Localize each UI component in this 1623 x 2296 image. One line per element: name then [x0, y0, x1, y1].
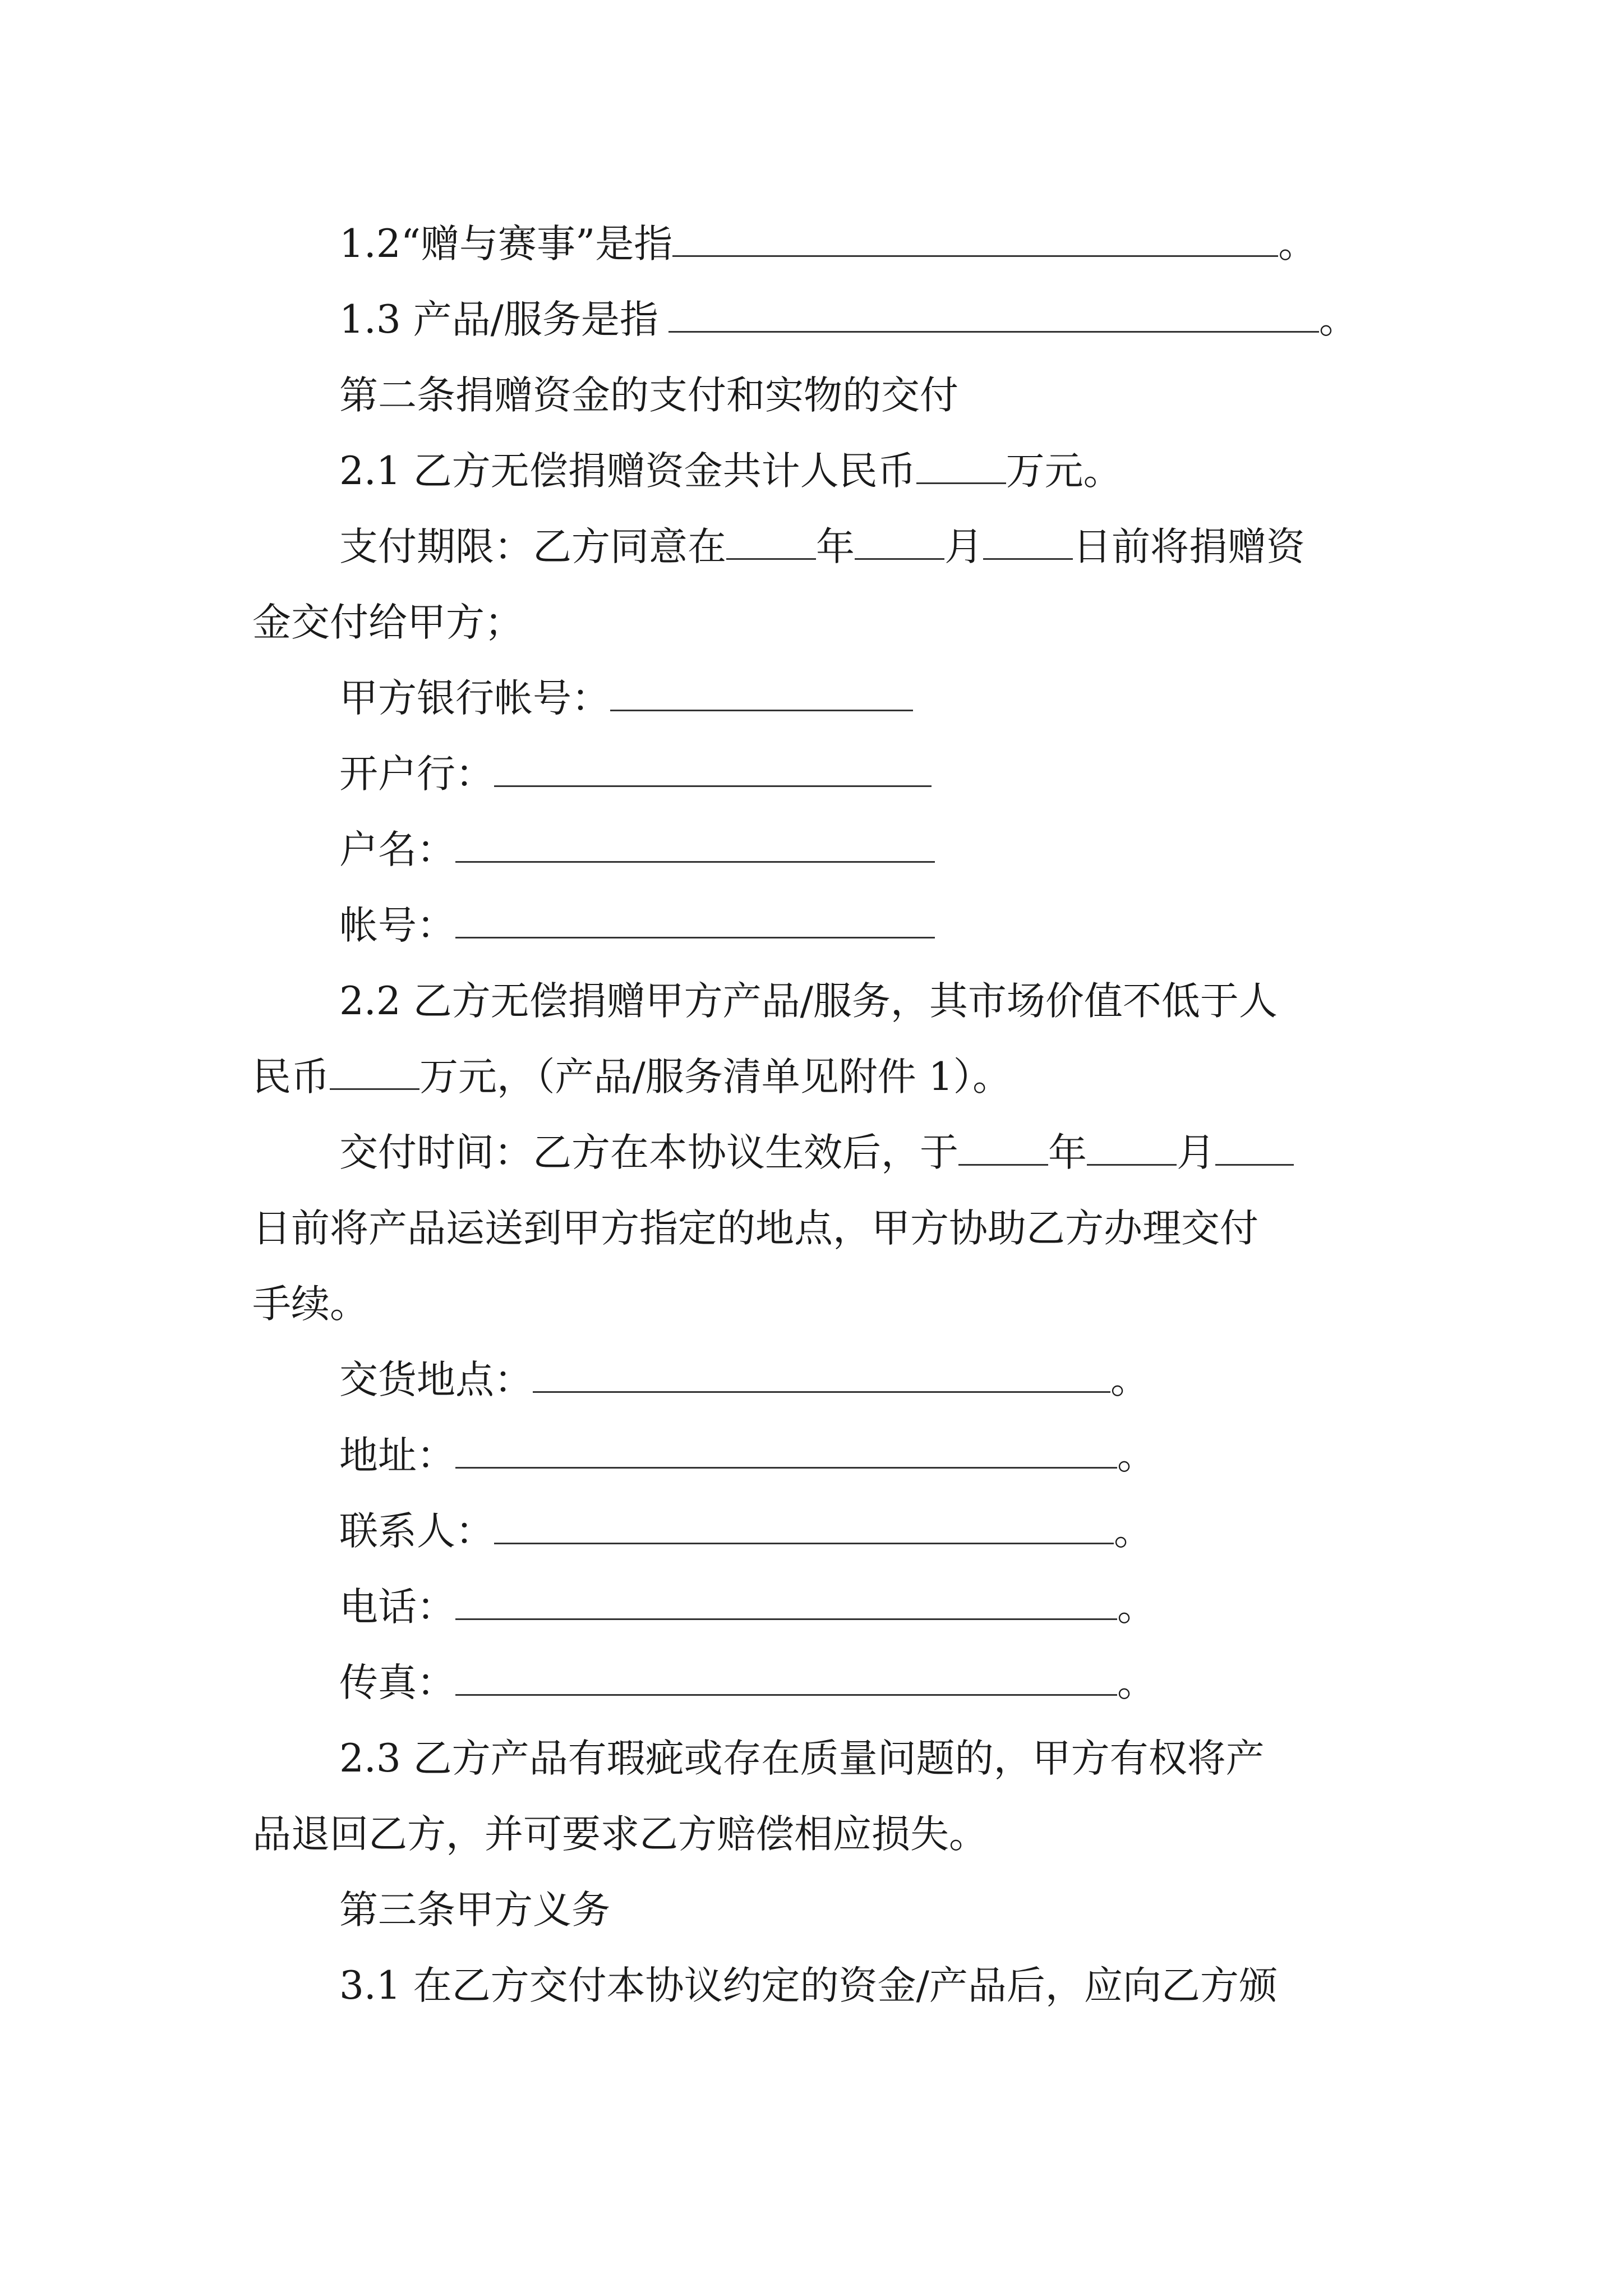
fill-blank[interactable] — [983, 523, 1073, 560]
clause-2-2-cont: 民币 万元，（产品/服务清单见附件 1）。 — [252, 1055, 1012, 1099]
fill-blank[interactable] — [533, 1356, 1110, 1393]
delivery-place-line: 交货地点： 。 — [339, 1358, 1149, 1402]
fill-blank[interactable] — [855, 523, 944, 560]
bank-account-line: 甲方银行帐号： — [339, 670, 913, 726]
address-line: 地址： 。 — [339, 1433, 1156, 1478]
fill-blank[interactable] — [455, 1432, 1117, 1469]
fill-blank[interactable] — [494, 751, 932, 787]
fill-blank[interactable] — [1215, 1129, 1294, 1166]
payment-deadline: 支付期限：乙方同意在 年 月 日前将捐赠资 — [339, 524, 1305, 569]
payment-deadline-cont: 金交付给甲方； — [252, 600, 523, 645]
clause-1-3: 1.3 产品/服务是指 。 — [339, 297, 1358, 342]
fill-blank[interactable] — [455, 1659, 1117, 1696]
fill-blank[interactable] — [726, 523, 816, 560]
fill-blank[interactable] — [330, 1053, 419, 1090]
fill-blank[interactable] — [455, 902, 935, 938]
fill-blank[interactable] — [455, 826, 935, 863]
fill-blank[interactable] — [916, 448, 1006, 484]
clause-3-1: 3.1 在乙方交付本协议约定的资金/产品后，应向乙方颁 — [339, 1963, 1278, 2008]
fill-blank[interactable] — [494, 1508, 1114, 1544]
delivery-time-cont-2: 手续。 — [252, 1282, 368, 1327]
article-3-heading: 第三条甲方义务 — [339, 1888, 610, 1932]
fill-blank[interactable] — [455, 1584, 1117, 1620]
clause-2-3: 2.3 乙方产品有瑕疵或存在质量问题的，甲方有权将产 — [339, 1736, 1265, 1781]
clause-2-1: 2.1 乙方无偿捐赠资金共计人民币 万元。 — [339, 449, 1122, 494]
fill-blank[interactable] — [958, 1129, 1048, 1166]
clause-2-2: 2.2 乙方无偿捐赠甲方产品/服务，其市场价值不低于人 — [339, 979, 1278, 1024]
account-name-line: 户名： — [339, 822, 935, 878]
account-number-line: 帐号： — [339, 898, 935, 954]
phone-line: 电话： 。 — [339, 1585, 1156, 1630]
article-2-heading: 第二条捐赠资金的支付和实物的交付 — [339, 373, 958, 418]
clause-2-3-cont: 品退回乙方，并可要求乙方赔偿相应损失。 — [252, 1812, 988, 1857]
fill-blank[interactable] — [610, 675, 913, 711]
clause-1-2: 1.2“赠与赛事”是指 。 — [339, 222, 1317, 266]
fill-blank[interactable] — [1087, 1129, 1177, 1166]
bank-name-line: 开户行： — [339, 746, 932, 802]
delivery-time: 交付时间：乙方在本协议生效后，于 年 月 — [339, 1125, 1294, 1181]
fax-line: 传真： 。 — [339, 1660, 1156, 1705]
contact-person-line: 联系人： 。 — [339, 1509, 1152, 1554]
delivery-time-cont: 日前将产品运送到甲方指定的地点，甲方协助乙方办理交付 — [252, 1206, 1258, 1251]
fill-blank[interactable] — [672, 220, 1278, 257]
fill-blank[interactable] — [668, 296, 1319, 333]
